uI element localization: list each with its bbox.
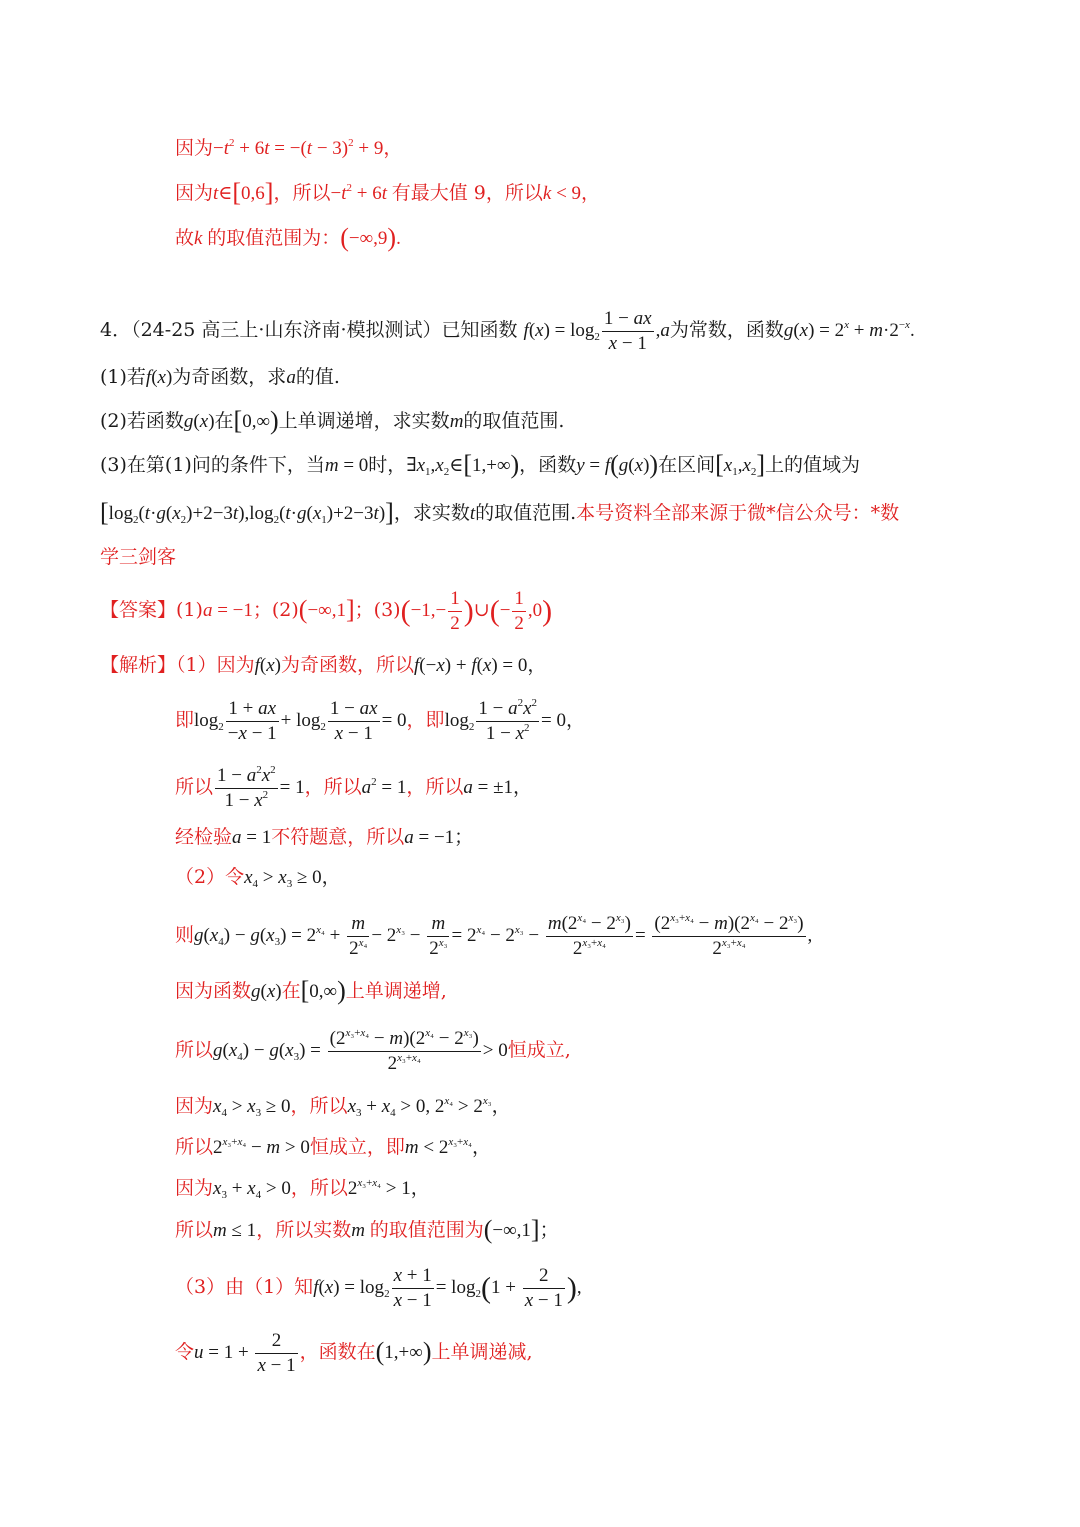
ad-text-2: 学三剑客 bbox=[100, 546, 177, 568]
text: 经检验 bbox=[175, 826, 233, 848]
formula: $2^{x_3+x_4} > 1$， bbox=[347, 1177, 430, 1199]
text: 时， bbox=[368, 454, 407, 476]
problem-stem bbox=[100, 305, 915, 356]
part-2: (2)若函数g(x)在[0,∞)上单调递增，求实数m的取值范围. bbox=[100, 406, 565, 435]
formula: $m < 2^{x_3+x_4}$， bbox=[404, 1136, 492, 1158]
formula: (−∞,9). bbox=[340, 223, 401, 252]
answer-label: 【答案】 bbox=[100, 599, 177, 621]
text: 不符题意，所以 bbox=[271, 826, 405, 848]
analysis-4 bbox=[175, 822, 473, 853]
text: 因为 bbox=[175, 1177, 214, 1199]
text: （3）由（1）知 bbox=[175, 1276, 314, 1298]
text: 恒成立，即 bbox=[309, 1136, 405, 1158]
text: (1) bbox=[176, 599, 203, 621]
analysis-9 bbox=[175, 1091, 511, 1122]
formula: a = −1； bbox=[202, 600, 272, 621]
formula: m bbox=[449, 411, 464, 432]
text: ，所以 bbox=[290, 1177, 348, 1199]
analysis-3 bbox=[175, 762, 532, 813]
analysis-8 bbox=[175, 1025, 571, 1076]
text: 上的值域为 bbox=[765, 454, 861, 476]
formula: k < 9， bbox=[542, 183, 601, 204]
text: （2）令 bbox=[175, 866, 245, 888]
text: 有最大值 9，所以 bbox=[391, 182, 543, 204]
text: 则 bbox=[175, 924, 195, 946]
formula: (−∞,1]； bbox=[483, 1215, 559, 1244]
formula: k bbox=[194, 228, 203, 249]
formula: a bbox=[286, 367, 296, 388]
text: ，函数 bbox=[519, 454, 577, 476]
text: 所以 bbox=[175, 1219, 214, 1241]
text: 因为 bbox=[175, 1095, 214, 1117]
text: 的取值范围. bbox=[475, 502, 577, 524]
problem-number: 4． bbox=[100, 319, 132, 341]
formula: $x_3 + x_4 > 0$, $2^{x_4} > 2^{x_3}$， bbox=[347, 1095, 511, 1119]
formula: m ≤ 1 bbox=[213, 1220, 257, 1241]
formula: $g(x) = 2^x + m\cdot 2^{-x}$. bbox=[783, 319, 915, 341]
formula: a = 1 bbox=[232, 827, 272, 848]
formula: $x_4 > x_3 \ge 0$， bbox=[244, 867, 341, 890]
formula: $x_3 + x_4 > 0$ bbox=[213, 1178, 291, 1201]
formula: $\log_2$ $\frac{1 + ax}{-x - 1}$ + $\log_2$ $\frac{1 - ax}{x - 1}$ = 0 bbox=[194, 698, 407, 745]
part-1 bbox=[100, 362, 340, 393]
text: 令 bbox=[175, 1341, 195, 1363]
problem-source: （24-25 高三上·山东济南·模拟测试）已知函数 bbox=[131, 319, 518, 341]
text: 所以 bbox=[175, 776, 214, 798]
analysis-label: 【解析】 bbox=[100, 654, 177, 676]
text: 上单调递增, bbox=[345, 980, 447, 1002]
text: (3)在第(1)问的条件下，当 bbox=[100, 454, 325, 476]
formula: g(x) bbox=[251, 981, 282, 1002]
part-3-cont bbox=[100, 498, 899, 529]
formula: $g(x_4) - g(x_3) = 2^{x_4}$ + $\frac{m}{2^{x_4}}$ − $2^{x_3}$ − $\frac{m}{2^{x_3}}$ = $2^{x_4} - 2^{x_3}$ − $\frac{m(2^{x_4} - 2^{x_3})}{2^{x_3+x_4}}$ = $\frac{(2^{x_3+x_4} - m)(2^{x_4} - 2^{x_3})}{2^{x_3+x_4}}$ , bbox=[194, 912, 813, 960]
analysis-10 bbox=[175, 1132, 491, 1163]
text: 所以 bbox=[175, 1039, 214, 1061]
text: 即 bbox=[175, 709, 195, 731]
formula: m bbox=[351, 1220, 365, 1241]
formula: $[x_1,x_2]$ bbox=[715, 450, 766, 479]
formula: f(−x) + f(x) = 0， bbox=[414, 655, 547, 676]
text: （1）因为 bbox=[176, 654, 255, 676]
formula: $2^{x_3+x_4} - m > 0$ bbox=[213, 1136, 310, 1158]
analysis-1 bbox=[100, 650, 546, 681]
text: 因为 bbox=[175, 182, 214, 204]
text: ，所以 bbox=[406, 776, 464, 798]
formula: m = 0 bbox=[324, 455, 369, 476]
analysis-5 bbox=[175, 862, 341, 893]
analysis-6 bbox=[175, 910, 812, 961]
formula: $-t^2 + 6t$ bbox=[330, 182, 387, 204]
formula: f(x) bbox=[254, 655, 281, 676]
formula: (−∞,1]； bbox=[298, 595, 374, 624]
text: 在区间 bbox=[658, 454, 716, 476]
prev-line-1-prefix: 因为 bbox=[175, 137, 214, 159]
formula: a = −1； bbox=[404, 827, 474, 848]
text: ，所以 bbox=[290, 1095, 348, 1117]
text: ，所以实数 bbox=[256, 1219, 352, 1241]
text: 上单调递减, bbox=[431, 1341, 533, 1363]
analysis-14 bbox=[175, 1327, 533, 1378]
formula: a = ±1， bbox=[463, 777, 533, 798]
formula: u = 1 + $\frac{2}{x - 1}$ bbox=[194, 1330, 296, 1377]
text: 上单调递增，求实数 bbox=[278, 410, 450, 432]
text: ，所以 bbox=[304, 776, 362, 798]
analysis-13 bbox=[175, 1262, 582, 1313]
text: 故 bbox=[175, 227, 195, 249]
text: 为奇函数，求 bbox=[172, 366, 287, 388]
ad-line-2 bbox=[100, 542, 176, 572]
text: 为奇函数，所以 bbox=[280, 654, 414, 676]
text: 为常数，函数 bbox=[669, 319, 784, 341]
text: 所以 bbox=[175, 1136, 214, 1158]
text: (1)若 bbox=[100, 366, 146, 388]
analysis-7 bbox=[175, 976, 447, 1007]
text: 在 bbox=[281, 980, 301, 1002]
text: (2)若函数 bbox=[100, 410, 184, 432]
formula: $\log_2$ $\frac{1 - a^2x^2}{1 - x^2}$ = 0， bbox=[444, 697, 585, 745]
text: 的值. bbox=[295, 366, 340, 388]
formula: g(x) bbox=[183, 411, 215, 432]
text: 的取值范围为： bbox=[207, 227, 341, 249]
analysis-11 bbox=[175, 1173, 430, 1204]
prev-line-3 bbox=[175, 223, 401, 254]
text: ，求实数 bbox=[393, 502, 470, 524]
text: 因为函数 bbox=[175, 980, 252, 1002]
formula: [0,∞) bbox=[300, 976, 346, 1005]
formula: $g(x_4) - g(x_3)$ = $\frac{(2^{x_3+x_4} - m)(2^{x_4} - 2^{x_3})}{2^{x_3+x_4}}$ > 0 bbox=[213, 1027, 508, 1075]
analysis-12 bbox=[175, 1215, 559, 1246]
part-3 bbox=[100, 450, 860, 481]
formula: f(x) bbox=[145, 367, 173, 388]
analysis-2 bbox=[175, 695, 585, 746]
formula: y = f(g(x)) bbox=[576, 450, 659, 479]
formula: (1,+∞) bbox=[375, 1337, 432, 1366]
text: ，函数在 bbox=[299, 1341, 376, 1363]
text: (2) bbox=[271, 599, 299, 621]
answer-line bbox=[100, 585, 552, 636]
formula: $\frac{1 - a^2x^2}{1 - x^2}$ = 1 bbox=[217, 764, 305, 812]
formula: $[\log_2(t\cdot g(x_2)+2-3t),\log_2(t\cdot g(x_1)+2-3t)]$ bbox=[100, 498, 394, 527]
formula: $f(x) = \log_2$ $\frac{1 - ax}{x - 1}$ ,a bbox=[523, 308, 670, 355]
prev-line-2 bbox=[175, 178, 600, 209]
formula: $x_4 > x_3 \ge 0$ bbox=[213, 1096, 291, 1119]
formula: [0,∞) bbox=[233, 406, 279, 435]
prev-line-1 bbox=[175, 133, 402, 164]
text: 的取值范围为 bbox=[369, 1219, 484, 1241]
formula: (−1,− $\frac{1}{2}$ )∪(− $\frac{1}{2}$ ,0) bbox=[400, 588, 553, 635]
text: 的取值范围. bbox=[463, 410, 565, 432]
text: ，所以 bbox=[273, 182, 331, 204]
formula: t∈[0,6] bbox=[213, 178, 274, 207]
text: ，即 bbox=[406, 709, 445, 731]
formula: $\exists x_1,x_2\in[1,+\infty)$ bbox=[406, 450, 520, 479]
formula: $a^2 = 1$ bbox=[361, 776, 407, 798]
text: (3) bbox=[373, 599, 401, 621]
text: 恒成立, bbox=[507, 1039, 571, 1061]
formula: t bbox=[469, 503, 476, 524]
formula: $f(x) = \log_2$ $\frac{x + 1}{x - 1}$ = $\log_2(1$ + $\frac{2}{x - 1}$ ), bbox=[313, 1265, 582, 1312]
formula: $-t^2 + 6t = -(t - 3)^2 + 9$， bbox=[213, 137, 403, 159]
ad-text: 本号资料全部来源于微*信公众号：*数 bbox=[576, 502, 900, 524]
